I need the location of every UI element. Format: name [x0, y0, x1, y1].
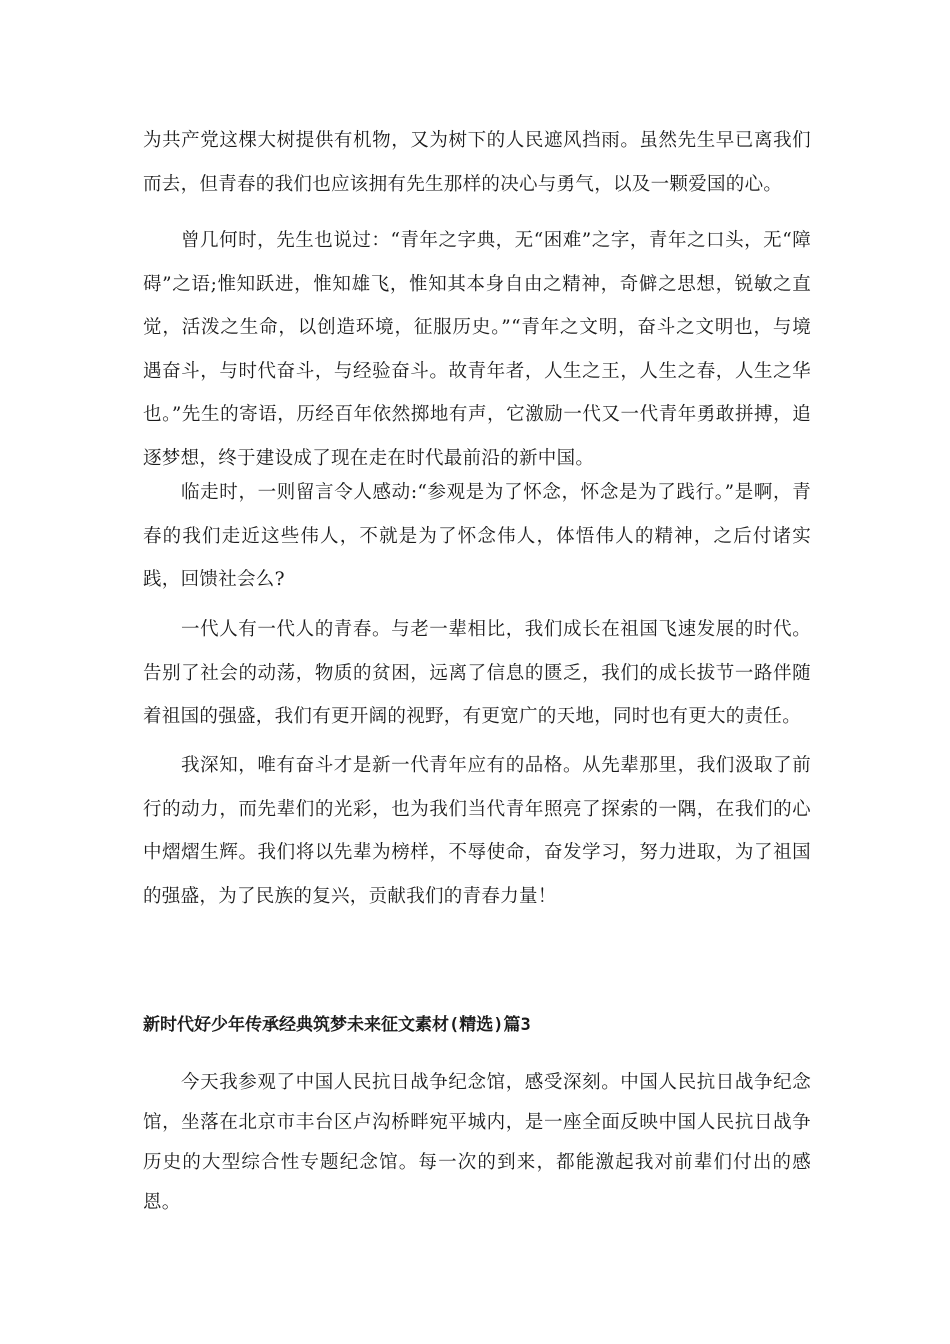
body-paragraph-farewell: 临走时，一则留言令人感动:“参观是为了怀念，怀念是为了践行。”是啊，青春的我们走近这些伟人，不就是为了怀念伟人，体悟伟人的精神，之后付诸实践，回馈社会么?: [143, 482, 811, 590]
section-title: 新时代好少年传承经典筑梦未来征文素材(精选)篇3: [143, 1015, 531, 1035]
body-paragraph-generation: 一代人有一代人的青春。与老一辈相比，我们成长在祖国飞速发展的时代。告别了社会的动荡，物质的贫困，远离了信息的匮乏，我们的成长拔节一路伴随着祖国的强盛，我们有更开阔的视野，有更宽广的天地，同时也有更大的责任。: [143, 619, 811, 727]
body-paragraph-quote: 曾几何时，先生也说过：“青年之字典，无“困难”之字，青年之口头，无“障碍”之语;惟知跃进，惟知雄飞，惟知其本身自由之精神，奇僻之思想，锐敏之直觉，活泼之生命，以创造环境，征服历史。”“青年之文明，奋斗之文明也，与境遇奋斗，与时代奋斗，与经验奋斗。故青年者，人生之王，人生之春，人生之华也。”先生的寄语，历经百年依然掷地有声，它激励一代又一代青年勇敢拼搏，追逐梦想，终于建设成了现在走在时代最前沿的新中国。: [143, 230, 811, 469]
body-paragraph-continuation: 为共产党这棵大树提供有机物，又为树下的人民遮风挡雨。虽然先生早已离我们而去，但青春的我们也应该拥有先生那样的决心与勇气，以及一颗爱国的心。: [143, 130, 811, 195]
section-paragraph: 今天我参观了中国人民抗日战争纪念馆，感受深刻。中国人民抗日战争纪念馆，坐落在北京市丰台区卢沟桥畔宛平城内，是一座全面反映中国人民抗日战争历史的大型综合性专题纪念馆。每一次的到来，都能激起我对前辈们付出的感恩。: [143, 1072, 811, 1213]
body-paragraph-conclusion: 我深知，唯有奋斗才是新一代青年应有的品格。从先辈那里，我们汲取了前行的动力，而先辈们的光彩，也为我们当代青年照亮了探索的一隅，在我们的心中熠熠生辉。我们将以先辈为榜样，不辱使命，奋发学习，努力进取，为了祖国的强盛，为了民族的复兴，贡献我们的青春力量！: [143, 755, 811, 907]
